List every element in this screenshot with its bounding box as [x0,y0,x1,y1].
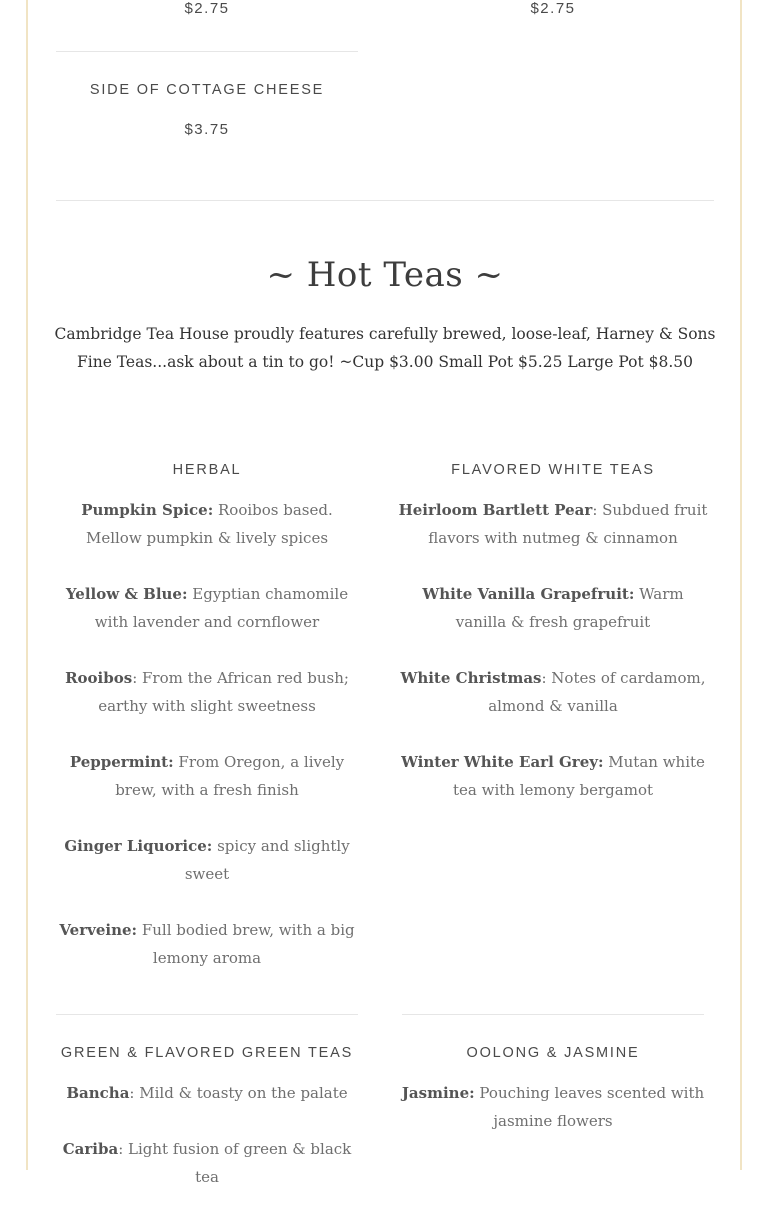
item-price: $3.75 [184,121,230,138]
herbal-list [52,496,362,1000]
tea-description: Full bodied brew, with a big lemony aroma [137,921,355,967]
tea-item [398,496,708,552]
tea-name: Heirloom Bartlett Pear [398,501,593,519]
item-price: $2.75 [530,0,576,17]
tea-name: Rooibos [65,669,133,687]
oolong-list [398,1079,708,1163]
tea-description: Rooibos based. Mellow pumpkin & lively spices [85,501,333,547]
divider [56,51,358,52]
tea-description: Warm vanilla & fresh grapefruit [455,585,684,631]
tea-item [398,1079,708,1135]
section-title: ~ Hot Teas ~ [266,255,504,295]
tea-item [52,580,362,636]
tea-description: spicy and slightly sweet [184,837,350,883]
tea-item [52,916,362,972]
tea-name: Yellow & Blue: [65,585,188,603]
green-list [52,1079,362,1219]
tea-name: Winter White Earl Grey: [401,753,604,771]
tea-name: Verveine: [59,921,138,939]
tea-description: : From the African red bush; earthy with slight sweetness [98,669,349,715]
item-title: SIDE OF COTTAGE CHEESE [89,82,325,98]
flavored-white-list [398,496,708,832]
item-price: $2.75 [184,0,230,17]
section-divider [56,200,714,201]
tea-item [52,832,362,888]
tea-description: Egyptian chamomile with lavender and cornflower [94,585,349,631]
tea-name: Cariba [62,1140,119,1158]
tea-description: : Light fusion of green & black tea [118,1140,352,1186]
tea-description: : Notes of cardamom, almond & vanilla [488,669,706,715]
section-description: Cambridge Tea House proudly features carefully brewed, loose-leaf, Harney & Sons Fine Teas...ask about a tin to go! ~Cup $3.00 Small Pot $5.25 Large Pot $8.50 [54,325,716,371]
tea-description: : Mild & toasty on the palate [129,1084,348,1102]
category-title-flavored-white: FLAVORED WHITE TEAS [451,462,655,478]
tea-name: White Vanilla Grapefruit: [422,585,635,603]
tea-item [52,496,362,552]
tea-item [398,580,708,636]
tea-description: : Subdued fruit flavors with nutmeg & cinnamon [428,501,708,547]
divider [56,1014,358,1015]
category-title-oolong: OOLONG & JASMINE [466,1045,640,1061]
category-title-herbal: HERBAL [172,462,242,478]
tea-name: Bancha [66,1084,130,1102]
tea-item [52,748,362,804]
tea-description: From Oregon, a lively brew, with a fresh finish [115,753,345,799]
tea-name: Jasmine: [401,1084,475,1102]
category-title-green: GREEN & FLAVORED GREEN TEAS [60,1045,354,1061]
tea-item [398,748,708,804]
tea-name: Peppermint: [69,753,174,771]
tea-item [52,1079,362,1107]
tea-name: Ginger Liquorice: [64,837,213,855]
tea-item [52,1135,362,1191]
tea-item [52,664,362,720]
tea-description: Mutan white tea with lemony bergamot [452,753,705,799]
tea-name: Pumpkin Spice: [81,501,214,519]
tea-description: Pouching leaves scented with jasmine flowers [474,1084,705,1130]
tea-item [398,664,708,720]
divider [402,1014,704,1015]
tea-name: White Christmas [400,669,542,687]
